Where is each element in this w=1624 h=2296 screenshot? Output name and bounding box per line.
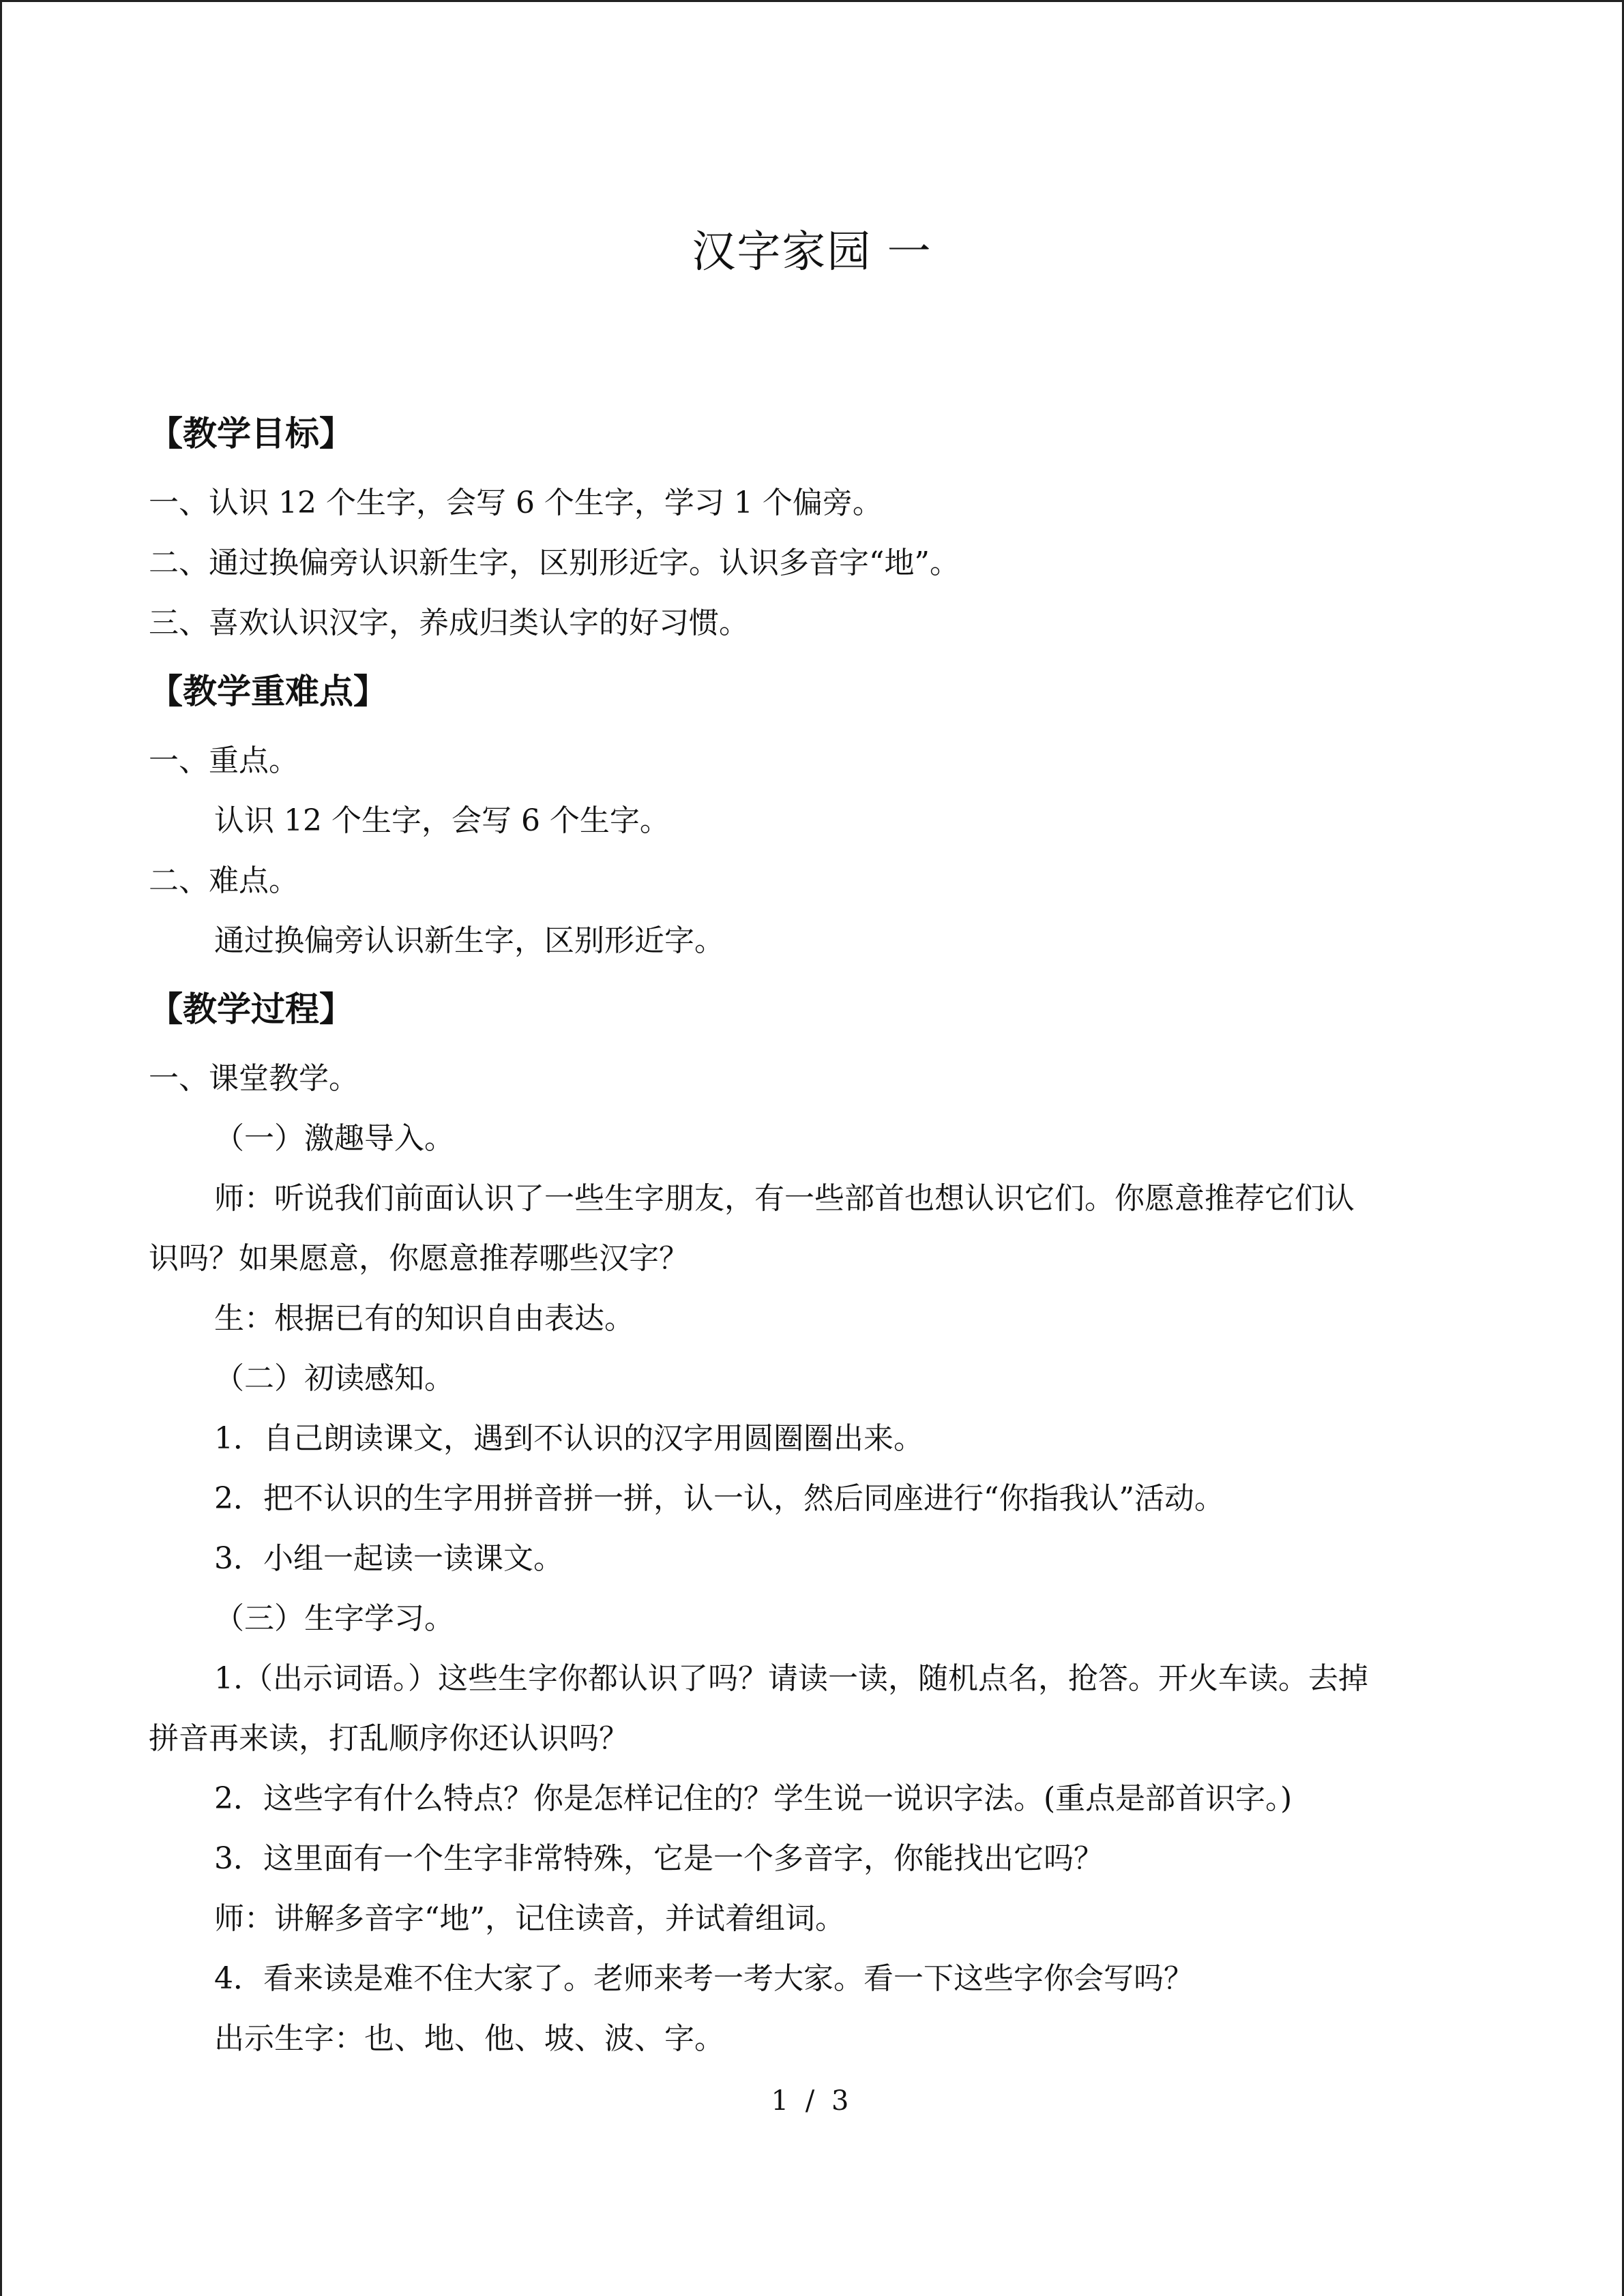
section-heading-key-points: 【教学重难点】: [149, 672, 387, 711]
page-left-border: [0, 0, 2, 2296]
student-reply: 生：根据已有的知识自由表达。: [214, 1301, 634, 1336]
step-item: 1．自己朗读课文，遇到不认识的汉字用圆圈圈出来。: [214, 1421, 924, 1456]
step-item: 1.（出示词语。）这些生字你都认识了吗？请读一读，随机点名，抢答。开火车读。去掉: [214, 1661, 1368, 1696]
document-body: [149, 396, 1479, 2069]
difficulty-label: 二、难点。: [149, 863, 299, 898]
teacher-intro-line: 师：听说我们前面认识了一些生字朋友，有一些部首也想认识它们。你愿意推荐它们认: [214, 1181, 1355, 1216]
step-title: （一）激趣导入。: [214, 1121, 454, 1156]
step-item: 2．把不认识的生字用拼音拼一拼，认一认，然后同座进行“你指我认”活动。: [214, 1481, 1224, 1516]
document-title: 汉字家园 一: [692, 227, 932, 278]
step-title: （二）初读感知。: [214, 1361, 454, 1396]
goal-item: 三、喜欢认识汉字，养成归类认字的好习惯。: [149, 606, 749, 640]
section-heading-goals: 【教学目标】: [149, 414, 353, 453]
step-item: 3．这里面有一个生字非常特殊，它是一个多音字，你能找出它吗？: [214, 1841, 1104, 1876]
goal-item: 二、通过换偏旁认识新生字，区别形近字。认识多音字“地”。: [149, 546, 960, 580]
page-number: 1 / 3: [771, 2085, 853, 2117]
process-part-label: 一、课堂教学。: [149, 1061, 359, 1096]
step-item-continued: 拼音再来读，打乱顺序你还认识吗？: [149, 1721, 629, 1756]
show-characters: 出示生字：也、地、他、坡、波、字。: [214, 2021, 724, 2056]
teacher-explain: 师：讲解多音字“地”，记住读音，并试着组词。: [214, 1901, 845, 1936]
step-item: 3．小组一起读一读课文。: [214, 1541, 563, 1576]
section-heading-process: 【教学过程】: [149, 989, 353, 1029]
teacher-intro-line: 识吗？如果愿意，你愿意推荐哪些汉字？: [149, 1241, 689, 1276]
key-point-label: 一、重点。: [149, 743, 299, 778]
key-point-text: 认识 12 个生字，会写 6 个生字。: [214, 803, 670, 838]
difficulty-text: 通过换偏旁认识新生字，区别形近字。: [214, 923, 724, 958]
step-item: 4．看来读是难不住大家了。老师来考一考大家。看一下这些字你会写吗？: [214, 1961, 1194, 1996]
step-item: 2．这些字有什么特点？你是怎样记住的？学生说一说识字法。(重点是部首识字。): [214, 1781, 1293, 1816]
page-top-border: [0, 0, 1624, 2]
goal-item: 一、认识 12 个生字，会写 6 个生字，学习 1 个偏旁。: [149, 486, 883, 520]
step-title: （三）生字学习。: [214, 1601, 454, 1636]
